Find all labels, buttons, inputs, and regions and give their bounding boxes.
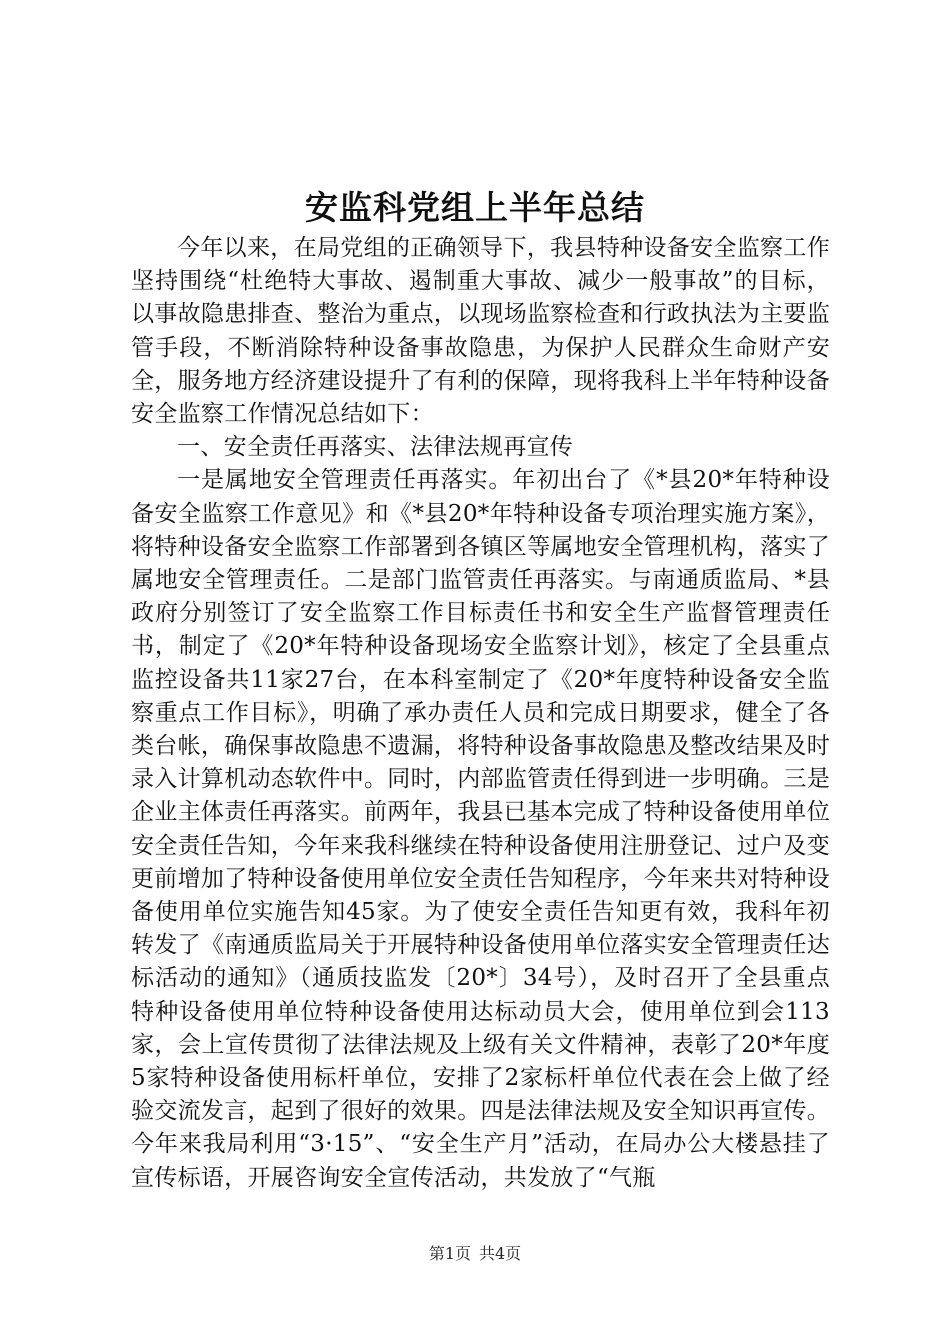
page-total: 共4页 — [479, 1244, 522, 1263]
document-title: 安监科党组上半年总结 — [305, 188, 645, 227]
page-number: 第1页 — [428, 1244, 471, 1263]
document-body — [131, 232, 830, 1195]
paragraph-intro: 今年以来，在局党组的正确领导下，我县特种设备安全监察工作坚持围绕“杜绝特大事故、遏制重大事故、减少一般事故”的目标，以事故隐患排查、整治为重点，以现场监察检查和行政执法为主要监管手段，不断消除特种设备事故隐患，为保护人民群众生命财产安全，服务地方经济建设提升了有利的保障，现将我科上半年特种设备安全监察工作情况总结如下： — [131, 235, 830, 428]
paragraph-section-one: 一是属地安全管理责任再落实。年初出台了《*县20*年特种设备安全监察工作意见》和《*县20*年特种设备专项治理实施方案》，将特种设备安全监察工作部署到各镇区等属地安全管理机构，落实了属地安全管理责任。二是部门监管责任再落实。与南通质监局、*县政府分别签订了安全监察工作目标责任书和安全生产监督管理责任书，制定了《20*年特种设备现场安全监察计划》，核定了全县重点监控设备共11家27台，在本科室制定了《20*年度特种设备安全监察重点工作目标》，明确了承办责任人员和完成日期要求，健全了各类台帐，确保事故隐患不遗漏，将特种设备事故隐患及整改结果及时录入计算机动态软件中。同时，内部监管责任得到进一步明确。三是企业主体责任再落实。前两年，我县已基本完成了特种设备使用单位安全责任告知，今年来我科继续在特种设备使用注册登记、过户及变更前增加了特种设备使用单位安全责任告知程序，今年来共对特种设备使用单位实施告知45家。为了使安全责任告知更有效，我科年初转发了《南通质监局关于开展特种设备使用单位落实安全管理责任达标活动的通知》（通质技监发〔20*〕34号），及时召开了全县重点特种设备使用单位特种设备使用达标动员大会，使用单位到会113家，会上宣传贯彻了法律法规及上级有关文件精神，表彰了20*年度5家特种设备使用标杆单位，安排了2家标杆单位代表在会上做了经验交流发言，起到了很好的效果。四是法律法规及安全知识再宣传。今年来我局利用“3·15”、“安全生产月”活动，在局办公大楼悬挂了宣传标语，开展咨询安全宣传活动，共发放了“气瓶 — [131, 467, 830, 1191]
page-footer — [0, 1244, 950, 1264]
section-heading: 一、安全责任再落实、法律法规再宣传 — [177, 434, 574, 461]
